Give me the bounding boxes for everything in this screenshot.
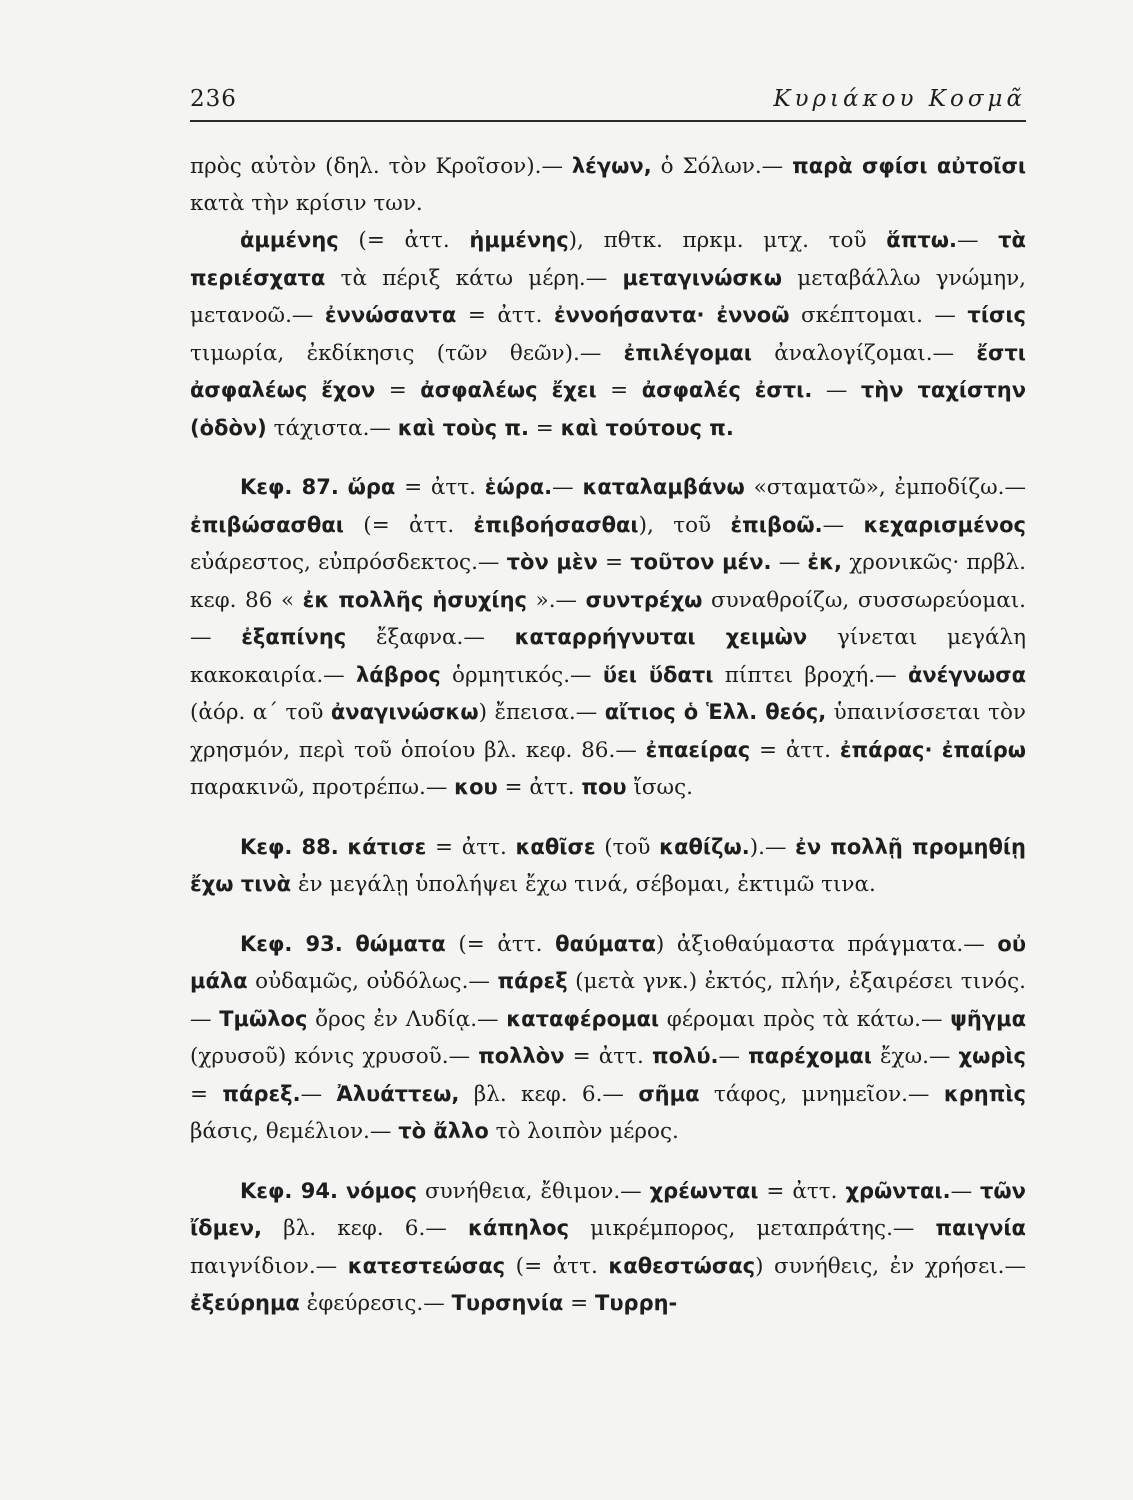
- gloss-text: ἀναλογίζομαι.—: [751, 340, 977, 366]
- headword: ἐπιβοῶ.: [730, 512, 823, 537]
- gloss-text: [339, 475, 348, 500]
- headword: νόμος: [345, 1178, 417, 1203]
- gloss-text: [343, 932, 356, 957]
- gloss-text: = ἀττ.: [564, 1044, 652, 1069]
- gloss-text: ἴσως.: [626, 775, 693, 800]
- gloss-text: —: [950, 1178, 981, 1204]
- headword: λάβρος: [356, 662, 441, 687]
- gloss-text: ὑπαινίσσεται τὸν χρησμόν, περὶ τοῦ ὁποίου βλ. κεφ. 86.—: [190, 700, 1027, 763]
- gloss-text: ὄρος ἐν Λυδίᾳ.—: [307, 1006, 507, 1032]
- headword: Τυρσηνία: [451, 1291, 564, 1315]
- headword: που: [581, 775, 627, 799]
- gloss-text: μικρέμπορος, μεταπράτης.—: [569, 1216, 936, 1241]
- gloss-text: τὰ πέριξ κάτω μέρη.—: [325, 265, 623, 291]
- paragraph: [190, 148, 1026, 222]
- headword: Ἀλυάττεω,: [336, 1081, 460, 1106]
- headword: ἔστι ἀσφαλέως ἔχον: [190, 340, 1026, 402]
- headword: τὰ περιέσχατα: [190, 228, 1026, 290]
- gloss-text: = ἀττ.: [395, 475, 485, 500]
- gloss-text: =: [597, 550, 631, 575]
- gloss-text: συνήθεια, ἔθιμον.—: [417, 1178, 650, 1204]
- gloss-text: —: [300, 1081, 337, 1107]
- gloss-text: ) συνήθεις, ἐν χρήσει.—: [755, 1253, 1026, 1279]
- headword: ἐπαείρας: [645, 737, 751, 762]
- headword: κάπηλος: [467, 1216, 570, 1240]
- headword: ἑώρα.: [484, 475, 553, 499]
- gloss-text: πίπτει βροχή.—: [713, 662, 908, 688]
- gloss-text: —: [812, 378, 861, 403]
- gloss-text: =: [563, 1291, 596, 1316]
- headword: χρέωνται: [649, 1178, 759, 1203]
- gloss-text: βάσις, θεμέλιον.—: [190, 1119, 399, 1144]
- gloss-text: (τοῦ: [595, 834, 660, 860]
- gloss-text: ἐφεύρεσις.—: [299, 1291, 452, 1316]
- gloss-text: ἐν μεγάλῃ ὑπολήψει ἔχω τινά, σέβομαι, ἐκτιμῶ τινα.: [291, 872, 876, 897]
- gloss-text: (μετὰ γνκ.) ἐκτός, πλήν, ἐξαιρέσει τινός.—: [190, 969, 1027, 1032]
- headword: τοῦτον μέν.: [630, 550, 772, 574]
- gloss-text: —: [771, 550, 808, 575]
- headword: ἀμμένης: [240, 228, 339, 252]
- gloss-text: (= ἀττ.: [445, 931, 556, 957]
- headword: παρέχομαι: [748, 1044, 872, 1068]
- running-title: Κυριάκου Κοσμᾶ: [773, 86, 1026, 112]
- headword: ἐν πολλῇ προμηθίῃ ἔχω τινὰ: [190, 834, 1027, 896]
- headword: καταρρήγνυται χειμὼν: [514, 625, 808, 649]
- gloss-text: πρὸς αὐτὸν (δηλ. τὸν Κροῖσον).—: [190, 154, 572, 179]
- headword: μεταγινώσκω: [622, 265, 783, 290]
- gloss-text: =: [528, 415, 561, 441]
- headword: Τμῶλος: [219, 1006, 308, 1031]
- headword: καὶ τοὺς π.: [397, 415, 529, 440]
- headword: τίσις: [967, 303, 1026, 327]
- gloss-text: —: [552, 475, 583, 500]
- headword: τὸν μὲν: [506, 550, 598, 574]
- gloss-text: ἔξαφνα.—: [346, 625, 515, 650]
- headword: κάτισε: [347, 834, 427, 859]
- headword: καθεστώσας: [608, 1253, 756, 1278]
- gloss-text: [338, 1179, 346, 1204]
- headword: συντρέχω: [585, 587, 703, 612]
- gloss-text: ), πθτκ. πρκμ. μτχ. τοῦ: [568, 228, 887, 253]
- headword: πάρεξ: [497, 969, 568, 993]
- gloss-text: (ἀόρ. α΄ τοῦ: [190, 700, 331, 725]
- gloss-text: (χρυσοῦ) κόνις χρυσοῦ.—: [190, 1044, 479, 1069]
- headword: θώματα: [355, 931, 446, 956]
- gloss-text: οὐδαμῶς, οὐδόλως.—: [247, 969, 498, 994]
- gloss-text: γίνεται μεγάλη κακοκαιρία.—: [190, 625, 1026, 688]
- headword: τῶν ἴδμεν,: [190, 1178, 1026, 1240]
- headword: τὸ ἄλλο: [398, 1119, 489, 1143]
- headword: πολλὸν: [478, 1044, 565, 1068]
- headword: ἀναγινώσκω: [330, 700, 479, 724]
- gloss-text: ὁρμητικός.—: [440, 662, 603, 688]
- gloss-text: φέρομαι πρὸς τὰ κάτω.—: [659, 1006, 951, 1032]
- gloss-text: (= ἀττ.: [343, 512, 474, 538]
- gloss-text: ».—: [527, 587, 586, 613]
- paragraph: [190, 1173, 1026, 1323]
- gloss-text: μεταβάλλω γνώμην, μετανοῶ.—: [190, 265, 1026, 328]
- paragraph: [190, 469, 1026, 807]
- gloss-text: συναθροίζω, συσσωρεύομαι.—: [190, 587, 1027, 650]
- gloss-text: χρονικῶς· πρβλ. κεφ. 86 «: [190, 550, 1026, 613]
- gloss-text: κατὰ τὴν κρίσιν των.: [190, 190, 423, 216]
- headword: κεχαρισμένος: [863, 512, 1026, 537]
- headword: ἐννώσαντα: [324, 303, 457, 327]
- gloss-text: ) ἔπεισα.—: [478, 700, 605, 725]
- headword: κατεστεώσας: [347, 1253, 506, 1278]
- gloss-text: —: [956, 228, 999, 253]
- paragraph: [190, 222, 1026, 447]
- headword: καταφέρομαι: [506, 1006, 660, 1031]
- headword: θαύματα: [555, 931, 656, 956]
- headword: ὥρα: [347, 475, 396, 499]
- headword: παρὰ σφίσι αὐτοῖσι: [792, 154, 1027, 178]
- paragraph: [190, 926, 1026, 1151]
- headword: κου: [454, 775, 498, 799]
- headword: ἐπιλέγομαι: [623, 340, 752, 365]
- headword: τὴν ταχίστην (ὁδὸν): [190, 378, 1027, 440]
- headword: ἀσφαλές ἐστι.: [641, 378, 813, 402]
- headword: ἐπάρας· ἐπαίρω: [839, 737, 1026, 762]
- headword: σῆμα: [638, 1081, 700, 1106]
- gloss-text: ), τοῦ: [638, 512, 731, 538]
- gloss-text: ).—: [749, 834, 796, 860]
- gloss-text: παιγνίδιον.—: [190, 1253, 348, 1279]
- headword: χρῶνται.: [845, 1178, 951, 1203]
- gloss-text: ἔχω.—: [871, 1044, 959, 1069]
- headword: ἐπιβώσασθαι: [190, 512, 344, 537]
- headword: ἐπιβοήσασθαι: [473, 512, 639, 537]
- headword: αἴτιος ὁ Ἑλλ. θεός,: [604, 700, 827, 724]
- gloss-text: τὸ λοιπὸν μέρος.: [488, 1119, 679, 1144]
- headword: παιγνία: [935, 1216, 1026, 1240]
- headword: πολύ.: [652, 1044, 719, 1068]
- gloss-text: (= ἀττ.: [338, 228, 470, 253]
- headword: ἐξεύρημα: [190, 1291, 300, 1315]
- gloss-text: =: [375, 378, 421, 403]
- headword: ψῆγμα: [950, 1006, 1026, 1031]
- gloss-text: τιμωρία, ἐκδίκησις (τῶν θεῶν).—: [190, 340, 624, 366]
- headword: ἅπτω.: [886, 228, 957, 252]
- headword: ἐκ πολλῆς ἡσυχίης: [302, 587, 527, 612]
- headword: ὕει ὕδατι: [602, 662, 714, 687]
- page-header: [190, 86, 1026, 116]
- headword: Κεφ. 93.: [240, 931, 343, 956]
- gloss-text: εὐάρεστος, εὐπρόσδεκτος.—: [190, 550, 507, 575]
- gloss-text: = ἀττ.: [456, 303, 554, 328]
- gloss-text: = ἀττ.: [758, 1178, 846, 1204]
- header-rule: [190, 120, 1026, 122]
- gloss-text: = ἀττ.: [426, 834, 516, 860]
- headword: κρηπὶς: [943, 1081, 1026, 1106]
- headword: Κεφ. 88.: [240, 834, 339, 859]
- headword: οὐ μάλα: [190, 931, 1026, 993]
- gloss-text: «σταματῶ», ἐμποδίζω.—: [744, 475, 1026, 500]
- gloss-text: =: [596, 378, 642, 403]
- gloss-text: βλ. κεφ. 6.—: [262, 1216, 468, 1241]
- headword: Τυρρη-: [595, 1291, 678, 1315]
- gloss-text: τάφος, μνημεῖον.—: [699, 1081, 944, 1107]
- gloss-text: = ἀττ.: [750, 737, 840, 763]
- gloss-text: ) ἀξιοθαύμαστα πράγματα.—: [655, 931, 998, 957]
- gloss-text: παρακινῶ, προτρέπω.—: [190, 775, 455, 800]
- headword: ἀνέγνωσα: [907, 662, 1027, 687]
- gloss-text: —: [718, 1044, 749, 1069]
- headword: Κεφ. 87.: [240, 475, 339, 499]
- headword: καταλαμβάνω: [582, 475, 745, 499]
- headword: ἐξαπίνης: [241, 625, 347, 649]
- headword: πάρεξ.: [222, 1081, 301, 1106]
- headword: λέγων,: [571, 154, 652, 178]
- headword: Κεφ. 94.: [240, 1178, 338, 1203]
- gloss-text: = ἀττ.: [497, 775, 582, 800]
- headword: ἐκ,: [807, 550, 842, 574]
- gloss-text: —: [822, 512, 864, 538]
- headword: χωρὶς: [958, 1044, 1026, 1068]
- headword: καὶ τούτους π.: [560, 415, 734, 440]
- headword: καθίζω.: [659, 834, 750, 859]
- gloss-text: τάχιστα.—: [266, 415, 398, 441]
- headword: ἀσφαλέως ἔχει: [420, 378, 597, 402]
- headword: καθῖσε: [515, 834, 596, 859]
- headword: ἠμμένης: [469, 228, 569, 252]
- commentary-text: [190, 148, 1026, 1323]
- gloss-text: =: [190, 1081, 223, 1107]
- gloss-text: σκέπτομαι. —: [789, 303, 968, 328]
- page-number: 236: [190, 86, 237, 112]
- headword: ἐννοήσαντα· ἐννοῶ: [553, 303, 790, 327]
- gloss-text: (= ἀττ.: [505, 1253, 609, 1279]
- gloss-text: βλ. κεφ. 6.—: [459, 1081, 639, 1107]
- gloss-text: ὁ Σόλων.—: [651, 154, 793, 179]
- paragraph: [190, 829, 1026, 904]
